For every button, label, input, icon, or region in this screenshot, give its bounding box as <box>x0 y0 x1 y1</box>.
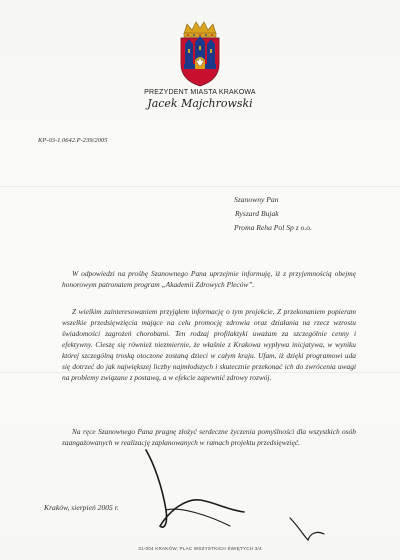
fold-line <box>0 186 400 187</box>
body-paragraph-1: W odpowiedzi na prośbę Szanownego Pana uprzejmie informuję, iż z przyjemnością obejmę honorowym patronatem program „Akademii Zdrowych Pleców”. <box>62 269 356 289</box>
reference-number: KP-03-1.0642.P-239/2005 <box>38 137 108 144</box>
president-name: Jacek Majchrowski <box>147 97 253 110</box>
body-paragraph-2: Z wielkim zainteresowaniem przyjąłem informację o tym projekcie. Z przekonaniem popieram wszelkie przedsięwzięcia mające na celu promocję zdrowia oraz działania na rzecz wzrostu świadomości zagrożeń chorobami. Ten rodzaj profilaktyki uważam za szczególnie cenny i efektywny. Cieszę się również niezmiernie, że właśnie z Krakowa wypływa inicjatywa, w wyniku której szczególną troską otoczone zostaną dzieci w całym kraju. Ufam, iż dzięki programowi uda się dotrzeć do jak największej liczby najmłodszych i skutecznie przekonać ich do zwrócenia uwagi na problemy związane z postawą, a w efekcie zapewnić zdrowy rozwój. <box>62 307 356 382</box>
recipient-block <box>234 193 312 235</box>
body-paragraph-3: Na ręce Szanownego Pana pragnę złożyć serdeczne życzenia pomyślności dla wszystkich osób zaangażowanych w realizację zaplanowanych w ramach projektu przedsięwzięć. <box>62 427 356 447</box>
recipient-company: Proma Reha Pol Sp z o.o. <box>234 223 312 232</box>
krakow-coat-of-arms-icon <box>176 20 224 88</box>
handwritten-signature <box>140 440 340 550</box>
footer-address: 31-004 KRAKÓW, PLAC WSZYSTKICH ŚWIĘTYCH 3/4 <box>138 546 262 551</box>
recipient-salutation: Szanowny Pan <box>234 195 279 204</box>
recipient-name: Ryszard Bujak <box>235 209 279 218</box>
place-and-date: Kraków, sierpień 2005 r. <box>44 503 119 512</box>
office-title: PREZYDENT MIASTA KRAKOWA <box>144 89 256 96</box>
